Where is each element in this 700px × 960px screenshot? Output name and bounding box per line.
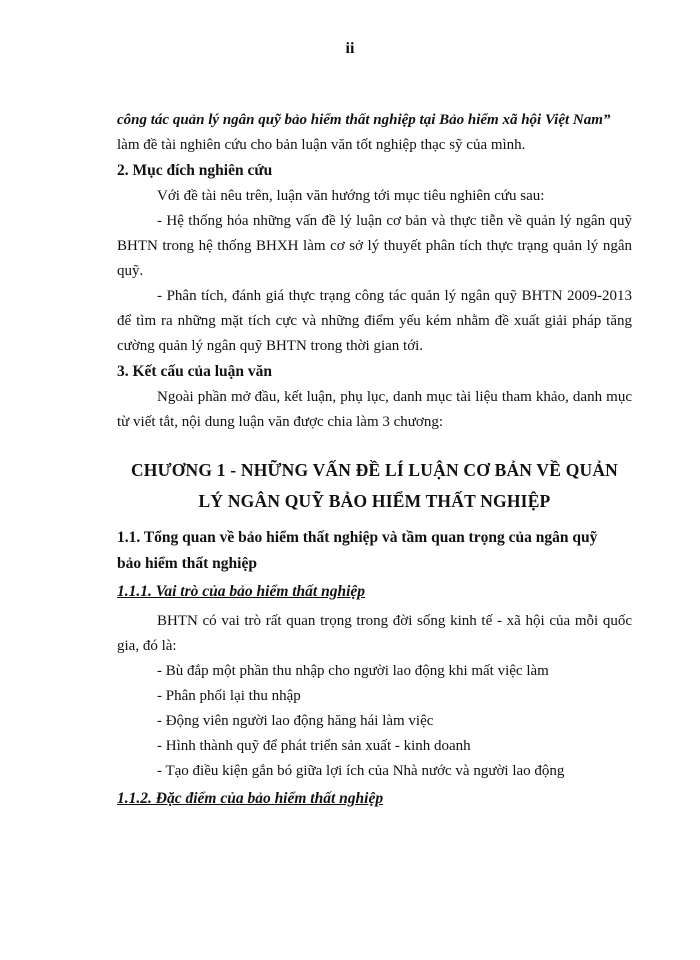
- section-1-1-1-lead: BHTN có vai trò rất quan trọng trong đời sống kinh tế - xã hội của mỗi quốc gia, đó là:: [117, 613, 632, 654]
- intro-sentence-end: làm đề tài nghiên cứu cho bản luận văn tốt nghiệp thạc sỹ của mình.: [117, 137, 526, 153]
- section-2-item-1: - Hệ thống hóa những vấn đề lý luận cơ bản và thực tiễn về quản lý ngân quỹ BHTN trong hệ thống BHXH làm cơ sở lý thuyết phân tích thực trạng quản lý ngân quỹ.: [117, 213, 632, 279]
- section-3-text: Ngoài phần mở đầu, kết luận, phụ lục, danh mục tài liệu tham khảo, danh mục từ viết tắt, nội dung luận văn được chia làm 3 chương:: [117, 389, 632, 430]
- role-item: - Hình thành quỹ để phát triển sản xuất - kinh doanh: [157, 738, 471, 754]
- chapter-1-title: [117, 455, 632, 517]
- section-2-lead: Với đề tài nêu trên, luận văn hướng tới mục tiêu nghiên cứu sau:: [157, 188, 545, 204]
- section-2-item-2: - Phân tích, đánh giá thực trạng công tác quản lý ngân quỹ BHTN 2009-2013 để tìm ra những mặt tích cực và những điểm yếu kém nhằm đề xuất giải pháp tăng cường quản lý ngân quỹ BHTN trong thời gian tới.: [117, 288, 632, 354]
- role-item: - Phân phối lại thu nhập: [157, 688, 301, 704]
- role-item: - Động viên người lao động hăng hái làm việc: [157, 713, 434, 729]
- section-1-1-heading-line-1: 1.1. Tổng quan về bảo hiểm thất nghiệp và tầm quan trọng của ngân quỹ: [117, 529, 598, 546]
- section-2-heading: 2. Mục đích nghiên cứu: [117, 162, 273, 179]
- document-body: [117, 108, 632, 816]
- page-number: ii: [345, 40, 355, 57]
- chapter-1-title-line-1: CHƯƠNG 1 - NHỮNG VẤN ĐỀ LÍ LUẬN CƠ BẢN VỀ QUẢN: [130, 460, 619, 480]
- role-item: - Bù đắp một phần thu nhập cho người lao động khi mất việc làm: [157, 663, 549, 679]
- thesis-title-continuation: công tác quản lý ngân quỹ bảo hiểm thất nghiệp tại Bảo hiểm xã hội Việt Nam”: [117, 112, 611, 128]
- section-1-1-heading: [117, 525, 632, 577]
- section-3-heading: 3. Kết cấu của luận văn: [117, 363, 273, 380]
- section-1-1-2-heading: 1.1.2. Đặc điểm của bảo hiểm thất nghiệp: [117, 790, 384, 807]
- role-item: - Tạo điều kiện gắn bó giữa lợi ích của Nhà nước và người lao động: [157, 763, 565, 779]
- chapter-1-title-line-2: LÝ NGÂN QUỸ BẢO HIỂM THẤT NGHIỆP: [198, 491, 551, 511]
- section-1-1-1-heading: 1.1.1. Vai trò của bảo hiểm thất nghiệp: [117, 583, 366, 600]
- section-1-1-heading-line-2: bảo hiểm thất nghiệp: [117, 555, 257, 572]
